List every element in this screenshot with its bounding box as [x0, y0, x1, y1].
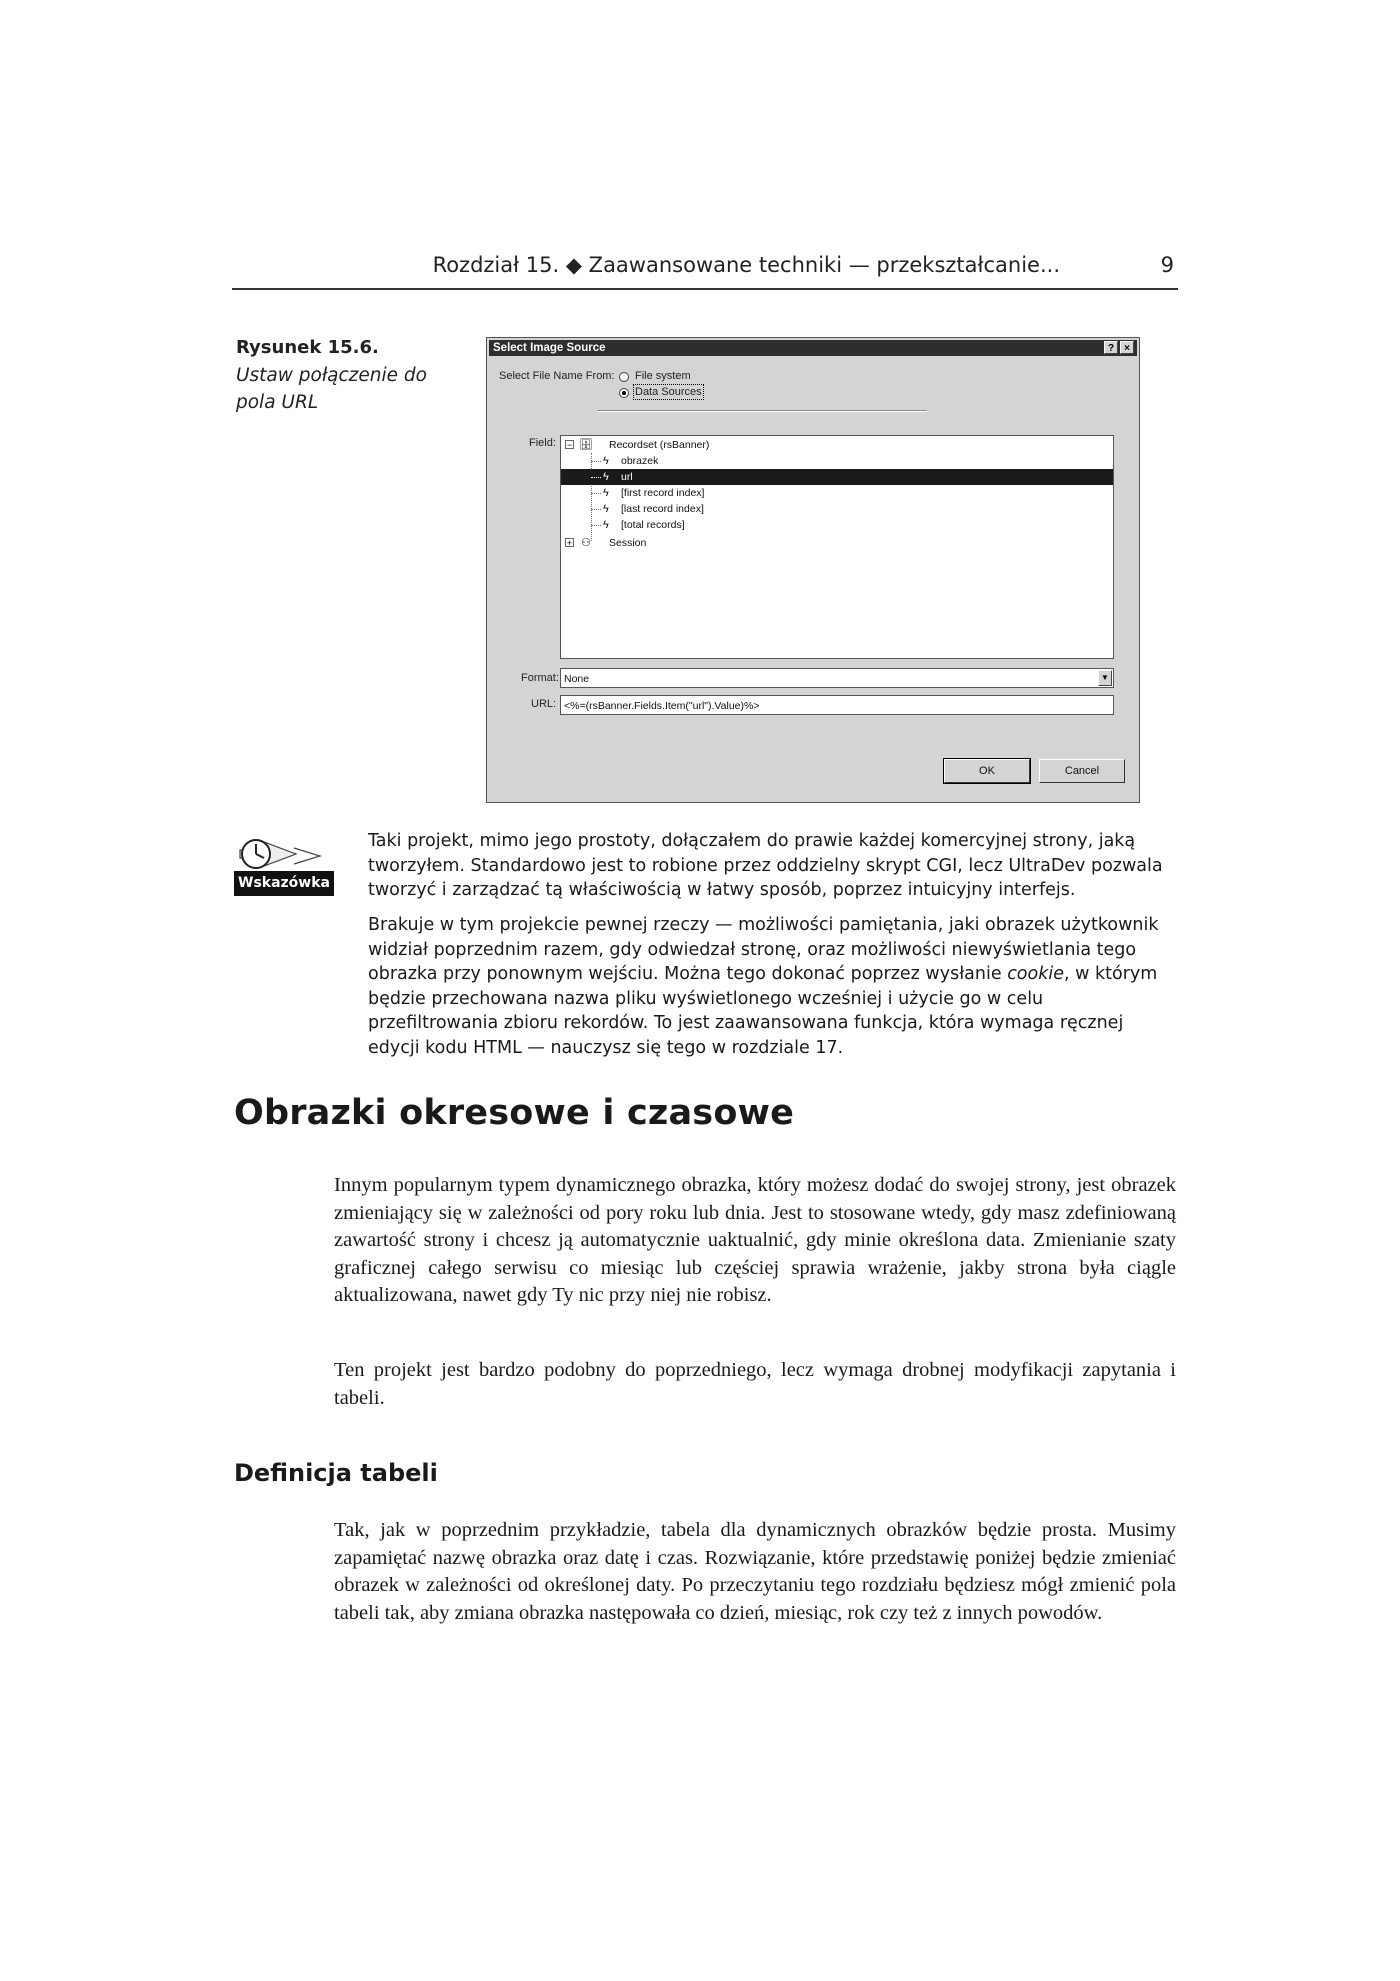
section-heading: Obrazki okresowe i czasowe: [234, 1093, 795, 1133]
format-label: Format:: [521, 672, 559, 684]
tree-item-field[interactable]: [561, 453, 1113, 469]
radio-data-sources-label: Data Sources: [635, 386, 702, 398]
page-number: 9: [1160, 253, 1174, 277]
tree-item-field-selected[interactable]: [561, 469, 1113, 485]
body-paragraph: Ten projekt jest bardzo podobny do poprzedniego, lecz wymaga drobnej modyfikacji zapytania i tabeli.: [334, 1359, 1176, 1409]
radio-file-system-label: File system: [635, 370, 691, 382]
tip-text: Brakuje w tym projekcie pewnej rzeczy — możliwości pamiętania, jaki obrazek użytkownik widział poprzednim razem, gdy odwiedzał stronę, oraz możliwości niewyświetlania tego obrazka przy ponownym wejściu. Można tego dokonać poprzez wysłanie: [368, 915, 1159, 984]
url-value: <%=(rsBanner.Fields.Item("url").Value)%>: [564, 700, 760, 712]
radio-data-sources[interactable]: [619, 388, 629, 398]
tree-item-label: [total records]: [621, 519, 685, 531]
figure-caption: [236, 337, 436, 416]
format-value: None: [564, 673, 590, 685]
tip-italic-term: cookie: [1007, 964, 1064, 984]
recordset-icon: 🗄: [579, 439, 593, 451]
tip-paragraph: [368, 913, 1178, 1060]
tree-item-field[interactable]: [561, 517, 1113, 533]
chevron-down-icon[interactable]: ▼: [1098, 670, 1112, 686]
running-head: [232, 253, 1178, 287]
tree-item-session[interactable]: [561, 535, 1113, 551]
tree-branch: [591, 509, 601, 510]
url-label: URL:: [531, 698, 557, 710]
figure-number: Rysunek 15.6.: [236, 337, 379, 358]
body-paragraph: Innym popularnym typem dynamicznego obrazka, który możesz dodać do swojej strony, jest obrazek zmieniający się w zależności od pory roku lub dnia. Jest to stosowane wtedy, gdy masz zdefiniowaną zawartość strony i chcesz ją automatycznie uaktualnić, gdy minie określona data. Zmienianie szaty graficznej całego serwisu co miesiąc lub częściej sprawia wrażenie, jakby strona była ciągle aktualizowana, nawet gdy Ty nic przy niej nie robisz.: [334, 1174, 1176, 1306]
field-icon: ϟ: [603, 455, 609, 467]
url-input[interactable]: [560, 695, 1114, 715]
field-label: Field:: [529, 437, 556, 449]
field-icon: ϟ: [603, 487, 609, 499]
tree-item-recordset[interactable]: [561, 437, 1113, 453]
tip-paragraph: Taki projekt, mimo jego prostoty, dołączałem do prawie każdej komercyjnej strony, jaką tworzyłem. Standardowo jest to robione przez oddzielny skrypt CGI, lecz UltraDev pozwala tworzyć i zarządzać tą właściwością w łatwy sposób, poprzez intuicyjny interfejs.: [368, 831, 1163, 900]
tree-item-label: url: [621, 471, 633, 483]
field-tree[interactable]: [560, 435, 1114, 659]
cancel-button[interactable]: Cancel: [1039, 759, 1125, 783]
field-icon: ϟ: [603, 503, 609, 515]
close-button[interactable]: ×: [1120, 341, 1134, 354]
select-image-source-dialog: [486, 337, 1140, 803]
subsection-heading: Definicja tabeli: [234, 1459, 438, 1487]
figure-description: Ustaw połączenie do pola URL: [236, 365, 427, 413]
tip-label: Wskazówka: [234, 871, 334, 896]
dialog-title: Select Image Source: [493, 342, 606, 354]
tree-item-label: Session: [609, 537, 647, 549]
dialog-titlebar: [489, 340, 1137, 356]
tip-text: , w którym będzie przechowana nazwa pliku wyświetlonego wcześniej i użycie go w celu przefiltrowania zbioru rekordów. To jest zaawansowana funkcja, która wymaga ręcznej edycji kodu HTML — nauczysz się tego w rozdziale 17.: [368, 964, 1158, 1058]
tree-item-field[interactable]: [561, 485, 1113, 501]
running-title: Rozdział 15. ◆ Zaawansowane techniki — przekształcanie...: [432, 253, 1060, 277]
ok-button[interactable]: OK: [944, 759, 1030, 783]
expand-icon[interactable]: +: [566, 538, 573, 548]
radio-file-system[interactable]: [619, 372, 629, 382]
tree-item-label: obrazek: [621, 455, 659, 467]
tree-branch: [591, 477, 601, 478]
tree-branch: [591, 525, 601, 526]
field-icon: ϟ: [603, 471, 609, 483]
format-select[interactable]: [560, 668, 1114, 688]
tree-item-label: Recordset (rsBanner): [609, 439, 710, 451]
help-button[interactable]: ?: [1104, 341, 1118, 354]
session-icon: ⚇: [581, 537, 591, 549]
tree-item-field[interactable]: [561, 501, 1113, 517]
tree-branch: [591, 493, 601, 494]
dialog-separator: [597, 410, 927, 412]
tree-item-label: [last record index]: [621, 503, 704, 515]
field-icon: ϟ: [603, 519, 609, 531]
header-rule: [232, 288, 1178, 290]
collapse-icon[interactable]: −: [566, 440, 573, 450]
body-paragraph: Tak, jak w poprzednim przykładzie, tabela dla dynamicznych obrazków będzie prosta. Musimy zapamiętać nazwę obrazka oraz datę i czas. Rozwiązanie, które przedstawię poniżej będzie zmieniać obrazek w zależności od określonej daty. Po przeczytaniu tego rozdziału będziesz mógł zmienić pola tabeli tak, aby zmiana obrazka następowała co dzień, miesiąc, rok czy też z innych powodów.: [334, 1519, 1176, 1624]
tree-branch: [591, 461, 601, 462]
select-from-label: Select File Name From:: [499, 370, 615, 382]
tree-item-label: [first record index]: [621, 487, 705, 499]
